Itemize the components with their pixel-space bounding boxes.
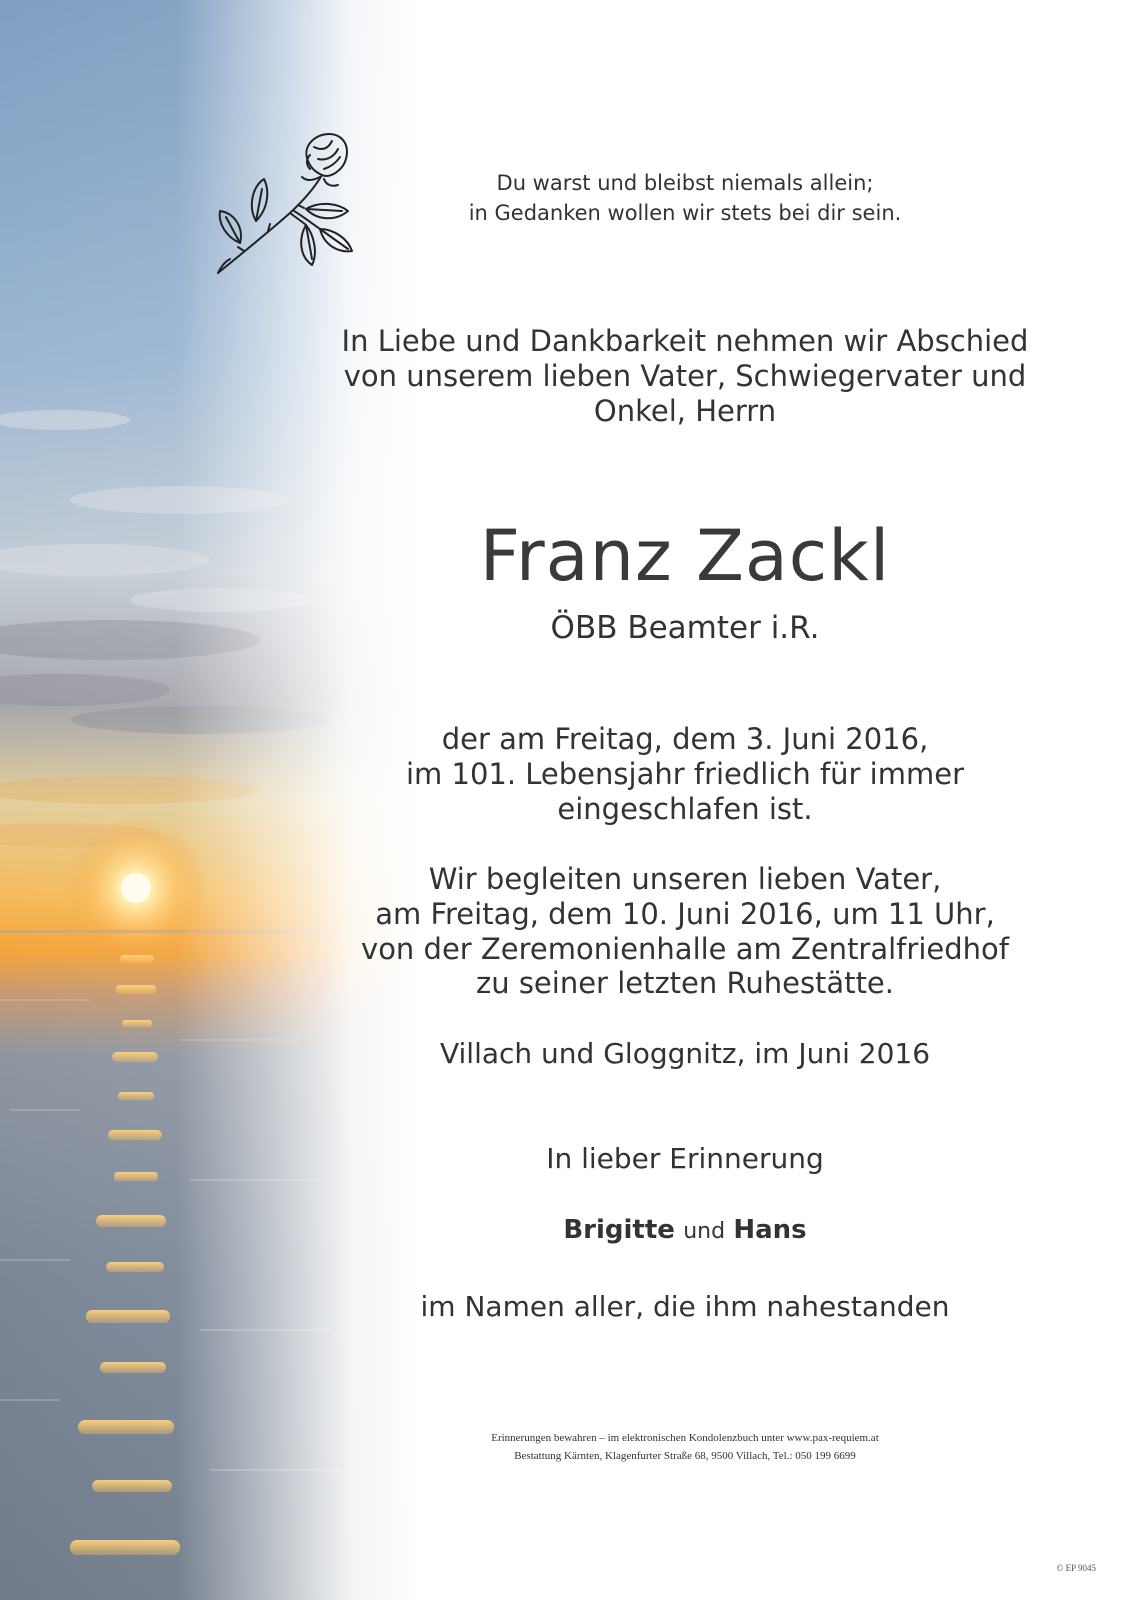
- intro-line-3: Onkel, Herrn: [593, 394, 777, 429]
- deceased-title: ÖBB Beamter i.R.: [550, 610, 820, 646]
- quote-line-1: Du warst und bleibst niemals allein;: [496, 171, 874, 195]
- form-code: © EP 9045: [1056, 1563, 1096, 1573]
- farewell-intro: [270, 324, 1100, 429]
- intro-line-1: In Liebe und Dankbarkeit nehmen wir Abschied: [341, 324, 1029, 358]
- funeral-ceremony: [270, 862, 1100, 1001]
- passing-line-1: der am Freitag, dem 3. Juni 2016,: [441, 722, 929, 756]
- intro-line-2: von unserem lieben Vater, Schwiegervater und: [343, 359, 1027, 394]
- footer-line-1: Erinnerungen bewahren – im elektronischen Kondolenzbuch unter www.pax-requiem.at: [491, 1432, 879, 1444]
- passing-line-2: im 101. Lebensjahr friedlich für immer: [405, 756, 965, 791]
- closing-line: im Namen aller, die ihm nahestanden: [420, 1290, 950, 1323]
- signer-connector: und: [683, 1219, 726, 1244]
- passing-line-3: eingeschlafen ist.: [557, 791, 813, 826]
- ceremony-line-2: am Freitag, dem 10. Juni 2016, um 11 Uhr,: [375, 896, 995, 931]
- footer: [270, 1430, 1100, 1465]
- ceremony-line-3: von der Zeremonienhalle am Zentralfriedhof: [361, 931, 1009, 966]
- signer-second: Hans: [733, 1215, 807, 1245]
- passing-statement: [270, 722, 1100, 826]
- quote-line-2: in Gedanken wollen wir stets bei dir sein.: [468, 201, 902, 226]
- signers: [270, 1215, 1100, 1246]
- signer-first: Brigitte: [563, 1215, 675, 1245]
- ceremony-line-1: Wir begleiten unseren lieben Vater,: [428, 862, 942, 896]
- footer-line-2: Bestattung Kärnten, Klagenfurter Straße 68, 9500 Villach, Tel.: 050 199 6699: [514, 1449, 856, 1462]
- place-and-date: Villach und Gloggnitz, im Juni 2016: [439, 1037, 931, 1070]
- deceased-name: Franz Zackl: [479, 515, 891, 597]
- ceremony-line-4: zu seiner letzten Ruhestätte.: [476, 966, 894, 1001]
- opening-quote: [270, 168, 1100, 229]
- memory-line: In lieber Erinnerung: [546, 1142, 824, 1175]
